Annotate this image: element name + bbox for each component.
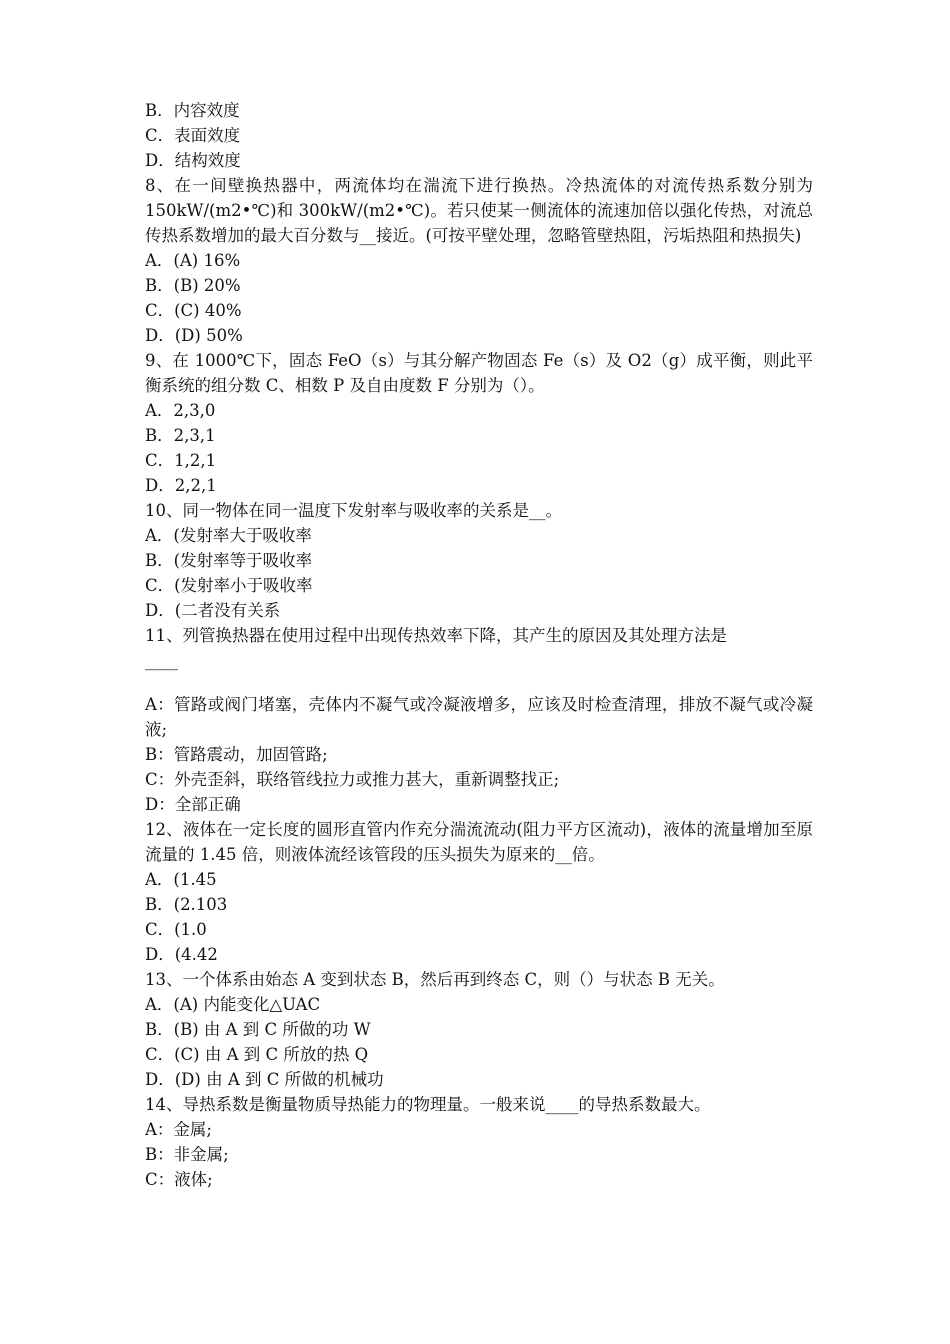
option-line: C．表面效度	[145, 126, 241, 145]
option-line: C．(C) 40%	[145, 301, 242, 320]
question-9: 9、在 1000℃下，固态 FeO（s）与其分解产物固态 Fe（s）及 O2（g）成平衡，则此平衡系统的组分数 C、相数 P 及自由度数 F 分别为（）。	[145, 351, 813, 395]
option-line: A．(A) 内能变化△UAC	[145, 995, 321, 1014]
option-line: D．(二者没有关系	[145, 601, 281, 620]
option-line: A．(1.45	[145, 870, 217, 889]
option-line: A．(A) 16%	[145, 251, 241, 270]
option-line: A：金属;	[145, 1120, 212, 1139]
option-line: D：全部正确	[145, 795, 241, 814]
question-14: 14、导热系数是衡量物质导热能力的物理量。一般来说____的导热系数最大。	[145, 1095, 711, 1114]
document-page	[145, 98, 813, 1192]
question-10: 10、同一物体在同一温度下发射率与吸收率的关系是__。	[145, 501, 562, 520]
question-12: 12、液体在一定长度的圆形直管内作充分湍流流动(阻力平方区流动)，液体的流量增加至原流量的 1.45 倍，则液体流经该管段的压头损失为原来的__倍。	[145, 820, 813, 864]
option-line: C．(C) 由 A 到 C 所放的热 Q	[145, 1045, 369, 1064]
option-line: D．结构效度	[145, 151, 241, 170]
question-13: 13、一个体系由始态 A 变到状态 B，然后再到终态 C，则（）与状态 B 无关。	[145, 970, 725, 989]
option-line: B．(B) 由 A 到 C 所做的功 W	[145, 1020, 371, 1039]
option-line: B．(发射率等于吸收率	[145, 551, 313, 570]
option-line: D．(4.42	[145, 945, 218, 964]
answer-blank: ____	[145, 651, 178, 670]
option-line: B．(2.103	[145, 895, 228, 914]
question-8: 8、在一间壁换热器中，两流体均在湍流下进行换热。冷热流体的对流传热系数分别为 150kW/(m2•℃)和 300kW/(m2•℃)。若只使某一侧流体的流速加倍以强化传热，对流总传热系数增加的最大百分数与__接近。(可按平壁处理，忽略管壁热阻，污垢热阻和热损失)	[145, 176, 813, 245]
option-line: B．(B) 20%	[145, 276, 241, 295]
option-line: C．(发射率小于吸收率	[145, 576, 313, 595]
option-line: A．(发射率大于吸收率	[145, 526, 312, 545]
option-line: A：管路或阀门堵塞，壳体内不凝气或冷凝液增多，应该及时检查清理，排放不凝气或冷凝液;	[145, 695, 813, 739]
option-line: B．2,3,1	[145, 426, 216, 445]
option-line: D．(D) 由 A 到 C 所做的机械功	[145, 1070, 384, 1089]
option-line: B．内容效度	[145, 101, 240, 120]
option-line: C．1,2,1	[145, 451, 217, 470]
option-line: C：外壳歪斜，联络管线拉力或推力甚大，重新调整找正;	[145, 770, 560, 789]
option-line: D．2,2,1	[145, 476, 217, 495]
option-line: C：液体;	[145, 1170, 213, 1189]
option-line: B：管路震动，加固管路;	[145, 745, 328, 764]
option-line: B：非金属;	[145, 1145, 229, 1164]
option-line: A．2,3,0	[145, 401, 216, 420]
option-line: D．(D) 50%	[145, 326, 243, 345]
option-line: C．(1.0	[145, 920, 207, 939]
question-11: 11、列管换热器在使用过程中出现传热效率下降，其产生的原因及其处理方法是	[145, 626, 727, 645]
